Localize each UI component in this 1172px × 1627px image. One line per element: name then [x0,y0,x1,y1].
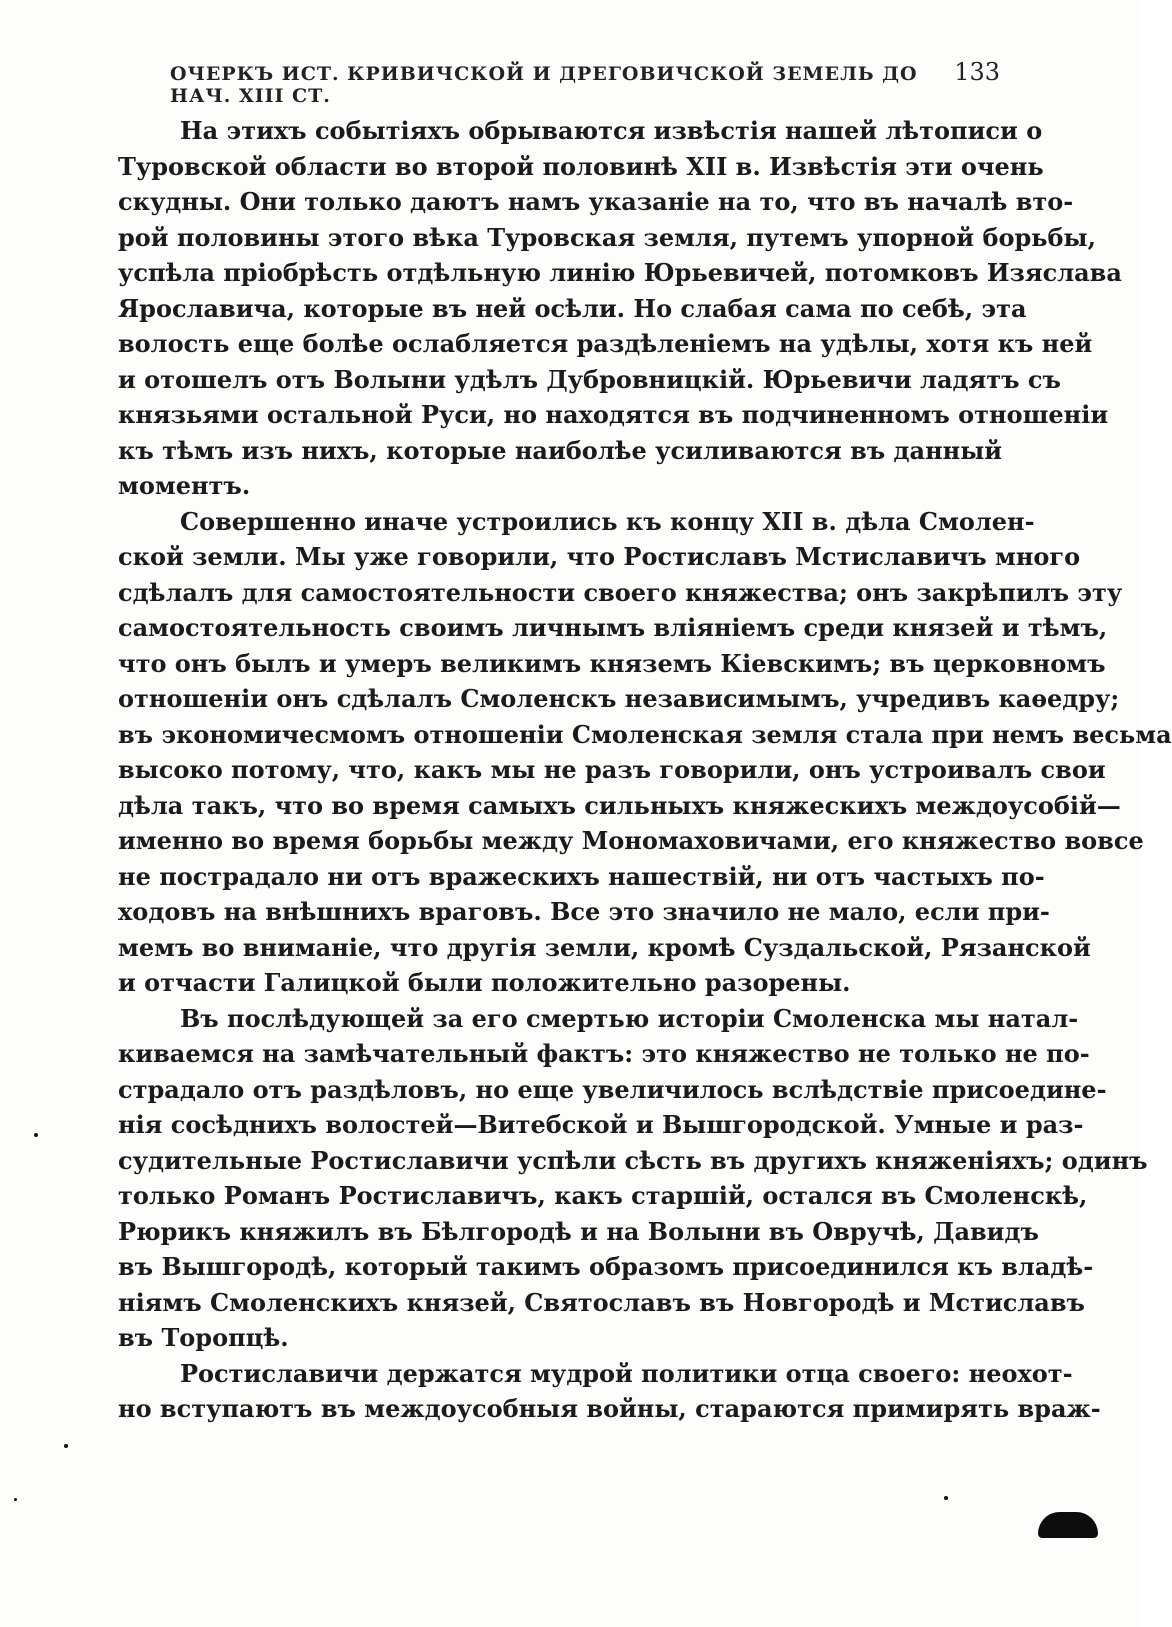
paragraph [118,504,1172,1001]
ink-speck [34,1133,38,1137]
text-line: Туровской области во второй половинѣ XII в. Извѣстія эти очень [118,151,1044,181]
text-line: и отчасти Галицкой были положительно разорены. [118,968,851,997]
body-text [118,113,1172,1427]
text-line: князьями остальной Руси, но находятся въ подчиненномъ отношеніи [118,400,1109,429]
ink-speck [14,1498,17,1501]
paragraph [118,1001,1148,1356]
text-line: только Романъ Ростиславичъ, какъ старшій, остался въ Смоленскѣ, [118,1181,1088,1210]
text-line: дѣла такъ, что во время самыхъ сильныхъ княжескихъ междоусобій— [118,790,1121,820]
text-line: высоко потому, что, какъ мы не разъ говорили, онъ устроивалъ свои [118,755,1106,784]
text-line: сдѣлалъ для самостоятельности своего княжества; онъ закрѣпилъ эту [118,577,1123,607]
text-line: въ Торопцѣ. [118,1323,289,1352]
text-line: Въ послѣдующей за его смертью исторіи Смоленска мы натал- [180,1003,1079,1033]
text-line: къ тѣмъ изъ нихъ, которые наиболѣе усиливаются въ данный [118,435,1003,465]
text-line: На этихъ событіяхъ обрываются извѣстія нашей лѣтописи о [180,116,1043,145]
text-line: успѣла пріобрѣсть отдѣльную линію Юрьевичей, потомковъ Изяслава [118,258,1122,287]
text-line: страдало отъ раздѣловъ, но еще увеличилось вслѣдствіе присоедине- [118,1074,1107,1104]
text-line: не пострадало ни отъ вражескихъ нашествій, ни отъ частыхъ по- [118,861,1045,891]
text-line: самостоятельность своимъ личнымъ вліяніемъ среди князей и тѣмъ, [118,613,1108,642]
text-line: но вступаютъ въ междоусобныя войны, стараются примирять враж- [118,1394,1101,1423]
text-line: Совершенно иначе устроились къ концу XII в. дѣла Смолен- [180,506,1035,536]
ink-blot [1038,1512,1098,1538]
text-line: что онъ былъ и умеръ великимъ княземъ Кіевскимъ; въ церковномъ [118,648,1106,678]
text-line: ходовъ на внѣшнихъ враговъ. Все это значило не мало, если при- [118,897,1050,926]
page-number: 133 [954,58,1000,86]
text-line: рой половины этого вѣка Туровская земля, путемъ упорной борьбы, [118,222,1096,252]
ink-speck [944,1496,948,1500]
text-line: нія сосѣднихъ волостей—Витебской и Вышгородской. Умные и раз- [118,1110,1084,1139]
text-line: отношеніи онъ сдѣлалъ Смоленскъ независимымъ, учредивъ каѳедру; [118,684,1120,713]
text-line: ской земли. Мы уже говорили, что Ростиславъ Мстиславичъ много [118,542,1081,571]
text-line: киваемся на замѣчательный фактъ: это княжество не только не по- [118,1039,1090,1068]
paragraph [118,113,1122,504]
text-line: мемъ во вниманіе, что другія земли, кромѣ Суздальской, Рязанской [118,932,1091,962]
ink-speck [64,1444,68,1448]
text-line: ніямъ Смоленскихъ князей, Святославъ въ Новгородѣ и Мстиславъ [118,1287,1085,1317]
running-head-title: ОЧЕРКЪ ИСТ. КРИВИЧСКОЙ И ДРЕГОВИЧСКОЙ ЗЕМЕЛЬ ДО НАЧ. XIII СТ. [170,63,918,107]
text-line: скудны. Они только даютъ намъ указаніе на то, что въ началѣ вто- [118,187,1074,216]
text-line: Ярославича, которые въ ней осѣли. Но слабая сама по себѣ, эта [118,293,1027,323]
text-line: Ростиславичи держатся мудрой политики отца своего: неохот- [180,1358,1073,1388]
text-line: именно во время борьбы между Мономаховичами, его княжество вовсе [118,826,1144,855]
text-line: Рюрикъ княжилъ въ Бѣлгородѣ и на Волыни въ Овручѣ, Давидъ [118,1216,1039,1246]
running-head [170,58,1000,107]
text-line: въ экономичесмомъ отношеніи Смоленская земля стала при немъ весьма [118,719,1172,749]
text-line: волость еще болѣе ослабляется раздѣленіемъ на удѣлы, хотя къ ней [118,329,1093,358]
paragraph [118,1356,1101,1427]
text-line: судительные Ростиславичи успѣли сѣсть въ другихъ княженіяхъ; одинъ [118,1145,1148,1175]
text-line: въ Вышгородѣ, который такимъ образомъ присоединился къ владѣ- [118,1252,1094,1281]
text-line: моментъ. [118,471,251,500]
text-line: и отошелъ отъ Волыни удѣлъ Дубровницкій. Юрьевичи ладятъ съ [118,364,1061,394]
